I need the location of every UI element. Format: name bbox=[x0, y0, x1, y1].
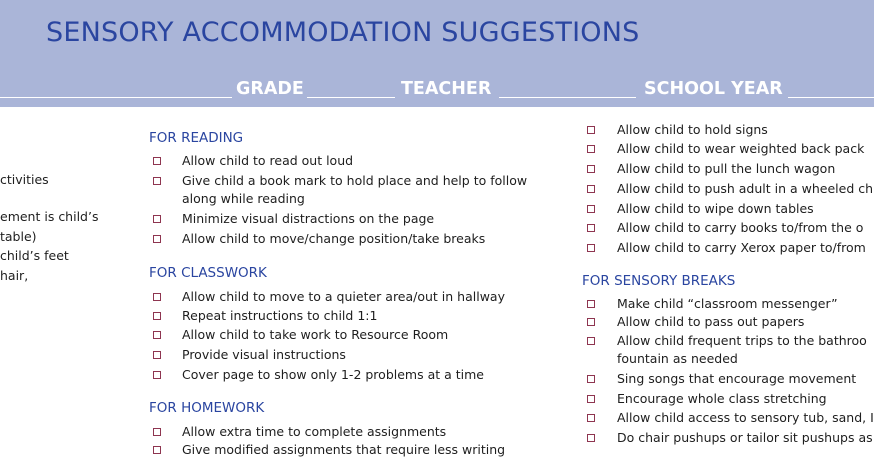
item-text: Cover page to show only 1-2 problems at a time bbox=[182, 367, 484, 382]
item-text: Allow child to read out loud bbox=[182, 153, 354, 168]
item-text: Provide visual instructions bbox=[182, 347, 346, 362]
item-checkbox[interactable] bbox=[587, 434, 595, 442]
grade-fill-line bbox=[307, 97, 395, 98]
item-checkbox[interactable] bbox=[153, 371, 161, 379]
item-text: Allow child to move/change position/take breaks bbox=[182, 231, 486, 246]
item-text: Make child “classroom messenger” bbox=[617, 296, 838, 311]
item-checkbox[interactable] bbox=[153, 446, 161, 454]
item-checkbox[interactable] bbox=[153, 177, 161, 185]
item-text: Give modified assignments that require less writing bbox=[182, 442, 506, 457]
item-text: Allow child to pull the lunch wagon bbox=[617, 161, 836, 176]
item-checkbox[interactable] bbox=[587, 300, 595, 308]
item-text: Give child a book mark to hold place and help to follow bbox=[182, 173, 528, 188]
item-checkbox[interactable] bbox=[587, 395, 595, 403]
teacher-label: TEACHER bbox=[401, 79, 492, 99]
item-checkbox[interactable] bbox=[587, 337, 595, 345]
homework-heading: FOR HOMEWORK bbox=[149, 400, 265, 416]
item-checkbox[interactable] bbox=[587, 244, 595, 252]
item-checkbox[interactable] bbox=[587, 145, 595, 153]
item-checkbox[interactable] bbox=[587, 375, 595, 383]
item-checkbox[interactable] bbox=[153, 215, 161, 223]
item-text: along while reading bbox=[182, 191, 305, 206]
sensory-breaks-heading: FOR SENSORY BREAKS bbox=[582, 273, 736, 289]
item-text: Allow child to carry Xerox paper to/from bbox=[617, 240, 866, 255]
item-checkbox[interactable] bbox=[153, 331, 161, 339]
item-text: Allow child to wipe down tables bbox=[617, 201, 814, 216]
left-fragment: child’s feet bbox=[0, 248, 69, 263]
left-fragment: table) bbox=[0, 229, 37, 244]
school-year-label: SCHOOL YEAR bbox=[644, 79, 783, 99]
item-text: Sing songs that encourage movement bbox=[617, 371, 857, 386]
item-text: Allow child access to sensory tub, sand, I bbox=[617, 410, 874, 425]
left-fragment: ctivities bbox=[0, 172, 49, 187]
left-fragment: ement is child’s bbox=[0, 209, 99, 224]
grade-fill-line-left bbox=[0, 97, 232, 98]
item-checkbox[interactable] bbox=[153, 157, 161, 165]
item-checkbox[interactable] bbox=[587, 205, 595, 213]
item-checkbox[interactable] bbox=[587, 165, 595, 173]
teacher-fill-line bbox=[499, 97, 636, 98]
item-checkbox[interactable] bbox=[153, 351, 161, 359]
item-text: Allow child to carry books to/from the o bbox=[617, 220, 864, 235]
reading-heading: FOR READING bbox=[149, 130, 244, 146]
grade-label: GRADE bbox=[236, 79, 304, 99]
item-checkbox[interactable] bbox=[153, 428, 161, 436]
item-text: Allow child to take work to Resource Room bbox=[182, 327, 449, 342]
item-checkbox[interactable] bbox=[587, 318, 595, 326]
item-text: Minimize visual distractions on the page bbox=[182, 211, 435, 226]
item-checkbox[interactable] bbox=[587, 224, 595, 232]
item-text: Allow extra time to complete assignments bbox=[182, 424, 447, 439]
header-banner bbox=[0, 0, 874, 107]
item-text: Allow child to pass out papers bbox=[617, 314, 805, 329]
classwork-heading: FOR CLASSWORK bbox=[149, 265, 267, 281]
item-text: Allow child frequent trips to the bathroo bbox=[617, 333, 867, 348]
item-checkbox[interactable] bbox=[153, 312, 161, 320]
item-text: Allow child to hold signs bbox=[617, 122, 768, 137]
left-fragment: hair, bbox=[0, 268, 29, 283]
item-text: Allow child to wear weighted back pack bbox=[617, 141, 865, 156]
item-text: Repeat instructions to child 1:1 bbox=[182, 308, 378, 323]
item-checkbox[interactable] bbox=[587, 414, 595, 422]
item-text: Encourage whole class stretching bbox=[617, 391, 827, 406]
page-title: SENSORY ACCOMMODATION SUGGESTIONS bbox=[46, 17, 640, 48]
item-text: Do chair pushups or tailor sit pushups as bbox=[617, 430, 873, 445]
item-text: fountain as needed bbox=[617, 351, 738, 366]
item-text: Allow child to push adult in a wheeled ch bbox=[617, 181, 874, 196]
school-year-fill-line bbox=[788, 97, 874, 98]
item-checkbox[interactable] bbox=[587, 126, 595, 134]
item-text: Allow child to move to a quieter area/out in hallway bbox=[182, 289, 505, 304]
item-checkbox[interactable] bbox=[153, 293, 161, 301]
item-checkbox[interactable] bbox=[153, 235, 161, 243]
item-checkbox[interactable] bbox=[587, 185, 595, 193]
